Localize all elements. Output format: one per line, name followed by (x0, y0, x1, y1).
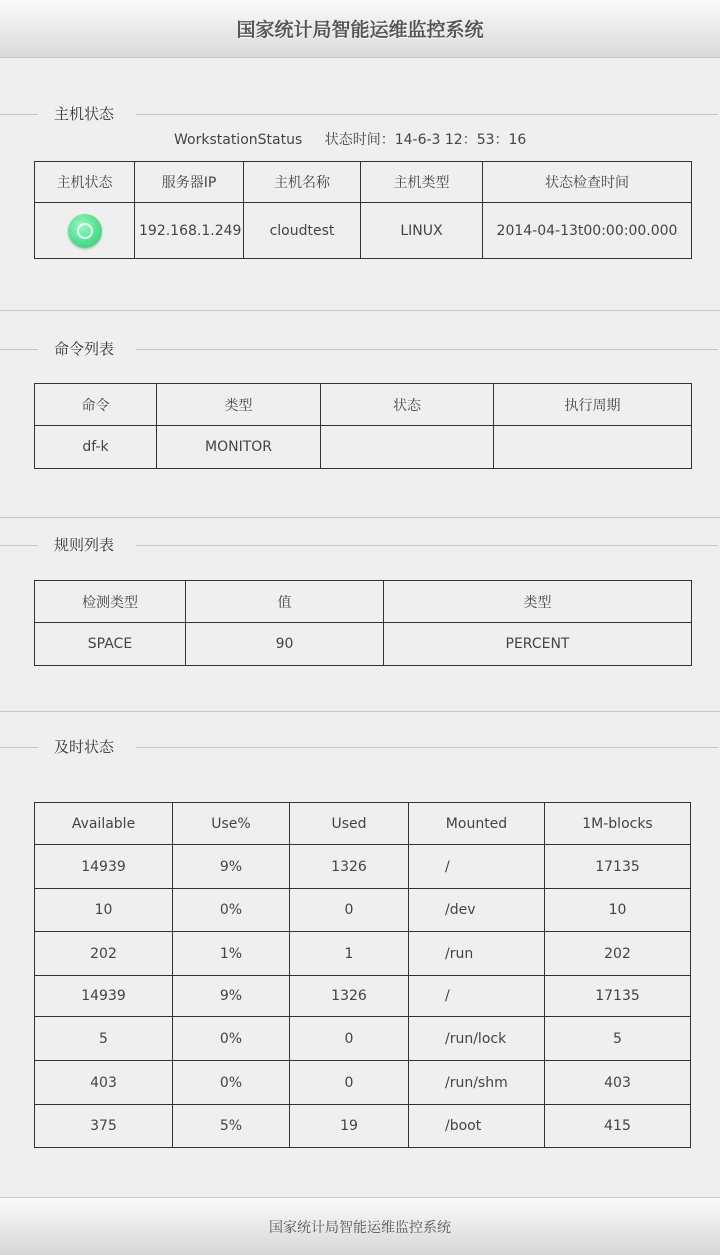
column-header: 命令 (35, 384, 157, 426)
available-cell: 375 (35, 1105, 173, 1148)
host-type: LINUX (361, 203, 483, 259)
table-row (35, 845, 691, 889)
column-header: 检测类型 (35, 581, 186, 623)
rule-section-heading: 规则列表 (54, 536, 115, 554)
rule-table-header-row (35, 581, 692, 623)
column-header: 状态 (321, 384, 494, 426)
used-cell: 0 (290, 1017, 409, 1061)
rule-type: PERCENT (384, 623, 692, 666)
column-header: 执行周期 (494, 384, 692, 426)
command-section-heading: 命令列表 (54, 340, 115, 358)
mounted-cell: / (409, 976, 545, 1017)
app-header (0, 0, 720, 58)
host-table-row (35, 203, 692, 259)
column-header: 主机状态 (35, 162, 135, 203)
command-type: MONITOR (157, 426, 321, 469)
blocks-cell: 415 (545, 1105, 691, 1148)
command-section-title (0, 339, 718, 359)
host-name: cloudtest (244, 203, 361, 259)
mounted-cell: /boot (409, 1105, 545, 1148)
used-cell: 19 (290, 1105, 409, 1148)
available-cell: 202 (35, 932, 173, 976)
use-percent-cell: 9% (173, 845, 290, 889)
used-cell: 1326 (290, 976, 409, 1017)
available-cell: 14939 (35, 845, 173, 889)
status-time: 状态时间：14-6-3 12：53：16 (324, 132, 527, 148)
realtime-section-heading: 及时状态 (54, 738, 115, 756)
workstation-status-line (174, 129, 526, 149)
table-row (35, 1105, 691, 1148)
green-status-icon (68, 214, 102, 248)
server-ip: 192.168.1.249 (135, 203, 244, 259)
column-header: Use% (173, 803, 290, 845)
section-divider (0, 517, 720, 518)
column-header: 值 (186, 581, 384, 623)
blocks-cell: 17135 (545, 976, 691, 1017)
used-cell: 0 (290, 1061, 409, 1105)
mounted-cell: /run/lock (409, 1017, 545, 1061)
table-row (35, 932, 691, 976)
realtime-section-title (0, 737, 718, 757)
available-cell: 14939 (35, 976, 173, 1017)
command-table-row (35, 426, 692, 469)
realtime-table-header-row (35, 803, 691, 845)
mounted-cell: /dev (409, 889, 545, 932)
column-header: Used (290, 803, 409, 845)
column-header: 1M-blocks (545, 803, 691, 845)
app-footer (0, 1197, 720, 1255)
host-status-table (34, 161, 692, 259)
column-header: 类型 (384, 581, 692, 623)
column-header: 主机类型 (361, 162, 483, 203)
column-header: 主机名称 (244, 162, 361, 203)
used-cell: 0 (290, 889, 409, 932)
host-status-cell (35, 203, 135, 259)
command-table-header-row (35, 384, 692, 426)
mounted-cell: / (409, 845, 545, 889)
used-cell: 1326 (290, 845, 409, 889)
use-percent-cell: 0% (173, 1017, 290, 1061)
realtime-status-table (34, 802, 691, 1148)
workstation-status-label: WorkstationStatus (174, 132, 303, 148)
column-header: Available (35, 803, 173, 845)
use-percent-cell: 0% (173, 1061, 290, 1105)
command-table (34, 383, 692, 469)
blocks-cell: 17135 (545, 845, 691, 889)
section-divider (0, 711, 720, 712)
blocks-cell: 403 (545, 1061, 691, 1105)
command-period (494, 426, 692, 469)
section-divider (0, 310, 720, 311)
use-percent-cell: 1% (173, 932, 290, 976)
rule-table-row (35, 623, 692, 666)
table-row (35, 889, 691, 932)
used-cell: 1 (290, 932, 409, 976)
blocks-cell: 202 (545, 932, 691, 976)
rule-value: 90 (186, 623, 384, 666)
column-header: Mounted (409, 803, 545, 845)
check-time: 2014-04-13t00:00:00.000 (483, 203, 692, 259)
mounted-cell: /run (409, 932, 545, 976)
rule-check-type: SPACE (35, 623, 186, 666)
table-row (35, 976, 691, 1017)
available-cell: 10 (35, 889, 173, 932)
use-percent-cell: 5% (173, 1105, 290, 1148)
app-title: 国家统计局智能运维监控系统 (236, 19, 484, 41)
available-cell: 403 (35, 1061, 173, 1105)
column-header: 服务器IP (135, 162, 244, 203)
table-row (35, 1061, 691, 1105)
footer-text: 国家统计局智能运维监控系统 (269, 1219, 451, 1236)
host-section-title (0, 104, 718, 124)
use-percent-cell: 0% (173, 889, 290, 932)
command-name: df-k (35, 426, 157, 469)
column-header: 类型 (157, 384, 321, 426)
host-section-heading: 主机状态 (54, 105, 115, 123)
use-percent-cell: 9% (173, 976, 290, 1017)
blocks-cell: 10 (545, 889, 691, 932)
blocks-cell: 5 (545, 1017, 691, 1061)
rule-table (34, 580, 692, 666)
table-row (35, 1017, 691, 1061)
available-cell: 5 (35, 1017, 173, 1061)
command-status (321, 426, 494, 469)
column-header: 状态检查时间 (483, 162, 692, 203)
host-table-header-row (35, 162, 692, 203)
rule-section-title (0, 535, 718, 555)
mounted-cell: /run/shm (409, 1061, 545, 1105)
